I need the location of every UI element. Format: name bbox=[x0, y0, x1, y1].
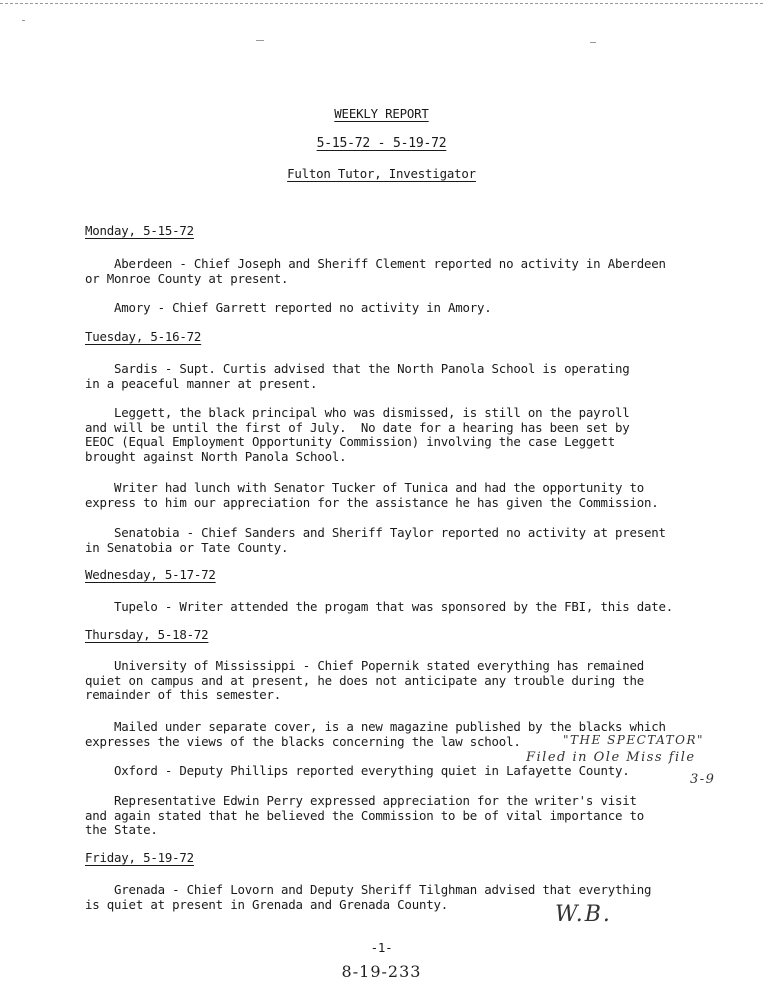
paragraph-tupelo: Tupelo - Writer attended the progam that was sponsored by the FBI, this date. bbox=[85, 599, 674, 614]
paragraph-grenada: Grenada - Chief Lovorn and Deputy Sheriff Tilghman advised that everything is quiet at present in Grenada and Grenada County. bbox=[85, 882, 652, 912]
handwritten-initials: W.B. bbox=[555, 902, 612, 927]
paragraph-leggett: Leggett, the black principal who was dismissed, is still on the payroll and will be until the first of July. No date for a hearing has been set by EEOC (Equal Employment Opportunity Commission) involving the case Leggett brought against North Panola School. bbox=[85, 405, 630, 464]
paragraph-magazine: Mailed under separate cover, is a new magazine published by the blacks which expresses the views of the blacks concerning the law school. bbox=[85, 719, 666, 749]
handwritten-filed-date: 3-9 bbox=[690, 772, 716, 787]
day-heading-friday: Friday, 5-19-72 bbox=[85, 850, 194, 865]
handwritten-spectator-note: "THE SPECTATOR" bbox=[563, 733, 705, 747]
paragraph-oxford: Oxford - Deputy Phillips reported everything quiet in Lafayette County. bbox=[85, 763, 630, 778]
paragraph-perry: Representative Edwin Perry expressed appreciation for the writer's visit and again stated that he believed the Commission to be of vital importance to the State. bbox=[85, 793, 645, 837]
scan-speck bbox=[22, 20, 25, 21]
paragraph-amory: Amory - Chief Garrett reported no activity in Amory. bbox=[85, 300, 492, 315]
scan-speck bbox=[256, 40, 264, 41]
page-number: -1- bbox=[370, 940, 393, 955]
scan-edge-border bbox=[0, 3, 763, 4]
paragraph-senator-tucker: Writer had lunch with Senator Tucker of Tunica and had the opportunity to express to him our appreciation for the assistance he has given the Commission. bbox=[85, 480, 659, 510]
day-heading-wednesday: Wednesday, 5-17-72 bbox=[85, 567, 216, 582]
paragraph-sardis: Sardis - Supt. Curtis advised that the North Panola School is operating in a peaceful manner at present. bbox=[85, 361, 630, 391]
report-investigator: Fulton Tutor, Investigator bbox=[287, 166, 476, 181]
report-title: WEEKLY REPORT bbox=[334, 106, 429, 121]
paragraph-aberdeen: Aberdeen - Chief Joseph and Sheriff Clement reported no activity in Aberdeen or Monroe County at present. bbox=[85, 256, 666, 286]
report-date-range: 5-15-72 - 5-19-72 bbox=[316, 136, 447, 151]
paragraph-senatobia: Senatobia - Chief Sanders and Sheriff Taylor reported no activity at present in Senatobia or Tate County. bbox=[85, 525, 666, 555]
paragraph-university: University of Mississippi - Chief Popernik stated everything has remained quiet on campus and at present, he does not anticipate any trouble during the remainder of this semester. bbox=[85, 658, 645, 702]
handwritten-filed-note: Filed in Ole Miss file bbox=[526, 750, 696, 765]
scan-speck bbox=[590, 42, 596, 43]
document-number-stamp: 8-19-233 bbox=[341, 962, 422, 981]
day-heading-thursday: Thursday, 5-18-72 bbox=[85, 627, 209, 642]
day-heading-tuesday: Tuesday, 5-16-72 bbox=[85, 329, 202, 344]
day-heading-monday: Monday, 5-15-72 bbox=[85, 223, 194, 238]
